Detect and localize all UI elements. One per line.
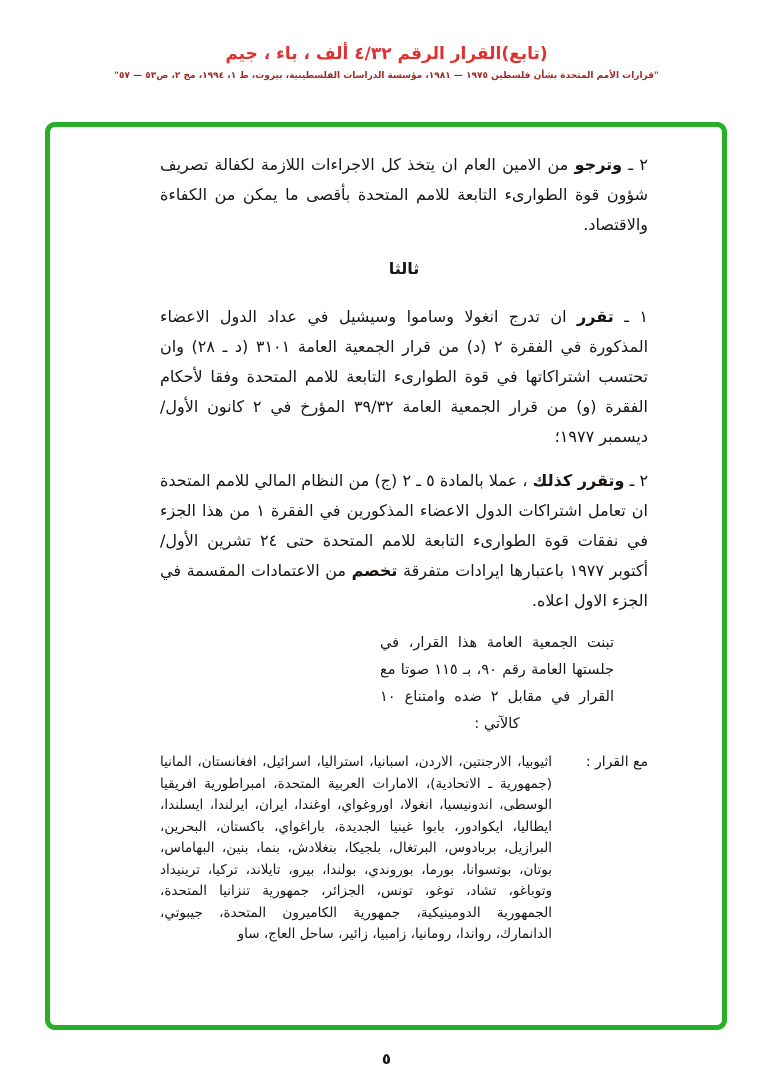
vote-in-favour-label: مع القرار :	[585, 754, 648, 770]
text-run: من الامين العام ان يتخذ كل الاجراءات اللازمة لكفالة تصريف شؤون قوة الطوارىء التابعة للامم المتحدة بأقصى ما يمكن من الكفاءة والاقتصاد.	[160, 155, 648, 234]
text-run: ١ ـ	[613, 307, 649, 326]
bold-term: وتقرر كذلك	[532, 471, 625, 490]
resolution-title: (تابع)القرار الرقم ٤/٣٢ ألف ، باء ، جيم	[225, 44, 548, 64]
source-citation: "قرارات الأمم المتحدة بشأن فلسطين ١٩٧٥ — ١٩٨١، مؤسسة الدراسات الفلسطينية، بيروت، ط ١، ١٩٩٤، مج ٢، ص٥٣ — ٥٧"	[114, 71, 659, 81]
bold-term: تخصم	[351, 561, 398, 580]
paragraph-c-2	[160, 466, 648, 616]
paragraph-operative-2	[160, 150, 648, 240]
page-header	[0, 44, 773, 81]
vote-in-favour-countries: اثيوبيا، الارجنتين، الاردن، اسبانيا، استراليا، اسرائيل، افغانستان، المانيا (جمهورية ـ الاتحادية)، الامارات العربية المتحدة، امبراطورية افريقيا الوسطى، اندونيسيا، انغولا، اوروغواي، اوغندا، ايران، ايرلندا، ايسلندا، ايطاليا، ايكوادور، بابوا غينيا الجديدة، باراغواي، باكستان، البحرين، البرازيل، بربادوس، البرتغال، بلجيكا، بنغلادش، بنما، بنين، البهاماس، بوتان، بوتسوانا، بورما، بوروندي، بولندا، بيرو، تايلاند، تركيا، ترينيداد وتوباغو، تشاد، توغو، تونس، الجزائر، جمهورية تنزانيا المتحدة، الجمهورية الدومينيكية، جمهورية الكاميرون المتحدة، جيبوتي، الدانمارك، رواندا، رومانيا، زامبيا، زائير، ساحل العاج، ساو	[160, 754, 552, 942]
text-run: ، عملا بالمادة ٥ ـ ٢ (ج) من النظام المالي للامم المتحدة ان تعامل اشتراكات الدول الاعضاء المذكورين في الفقرة ١ من هذا الجزء في نفقات قوة الطوارىء التابعة للامم المتحدة حتى ٢٤ تشرين الأول/أكتوبر ١٩٧٧ باعتبارها ايرادات متفرقة	[160, 471, 649, 580]
bold-term: تقرر	[577, 307, 614, 326]
vote-in-favour-block	[160, 752, 648, 946]
document-body	[160, 150, 648, 946]
page-number: ٥	[381, 1050, 392, 1068]
text-run: من الاعتمادات المقسمة في الجزء الاول اعلاه.	[160, 561, 648, 610]
text-run: ان تدرج انغولا وساموا وسيشيل في عداد الدول الاعضاء المذكورة في الفقرة ٢ (د) من قرار الجمعية العامة ٣١٠١ (د ـ ٢٨) وان تحتسب اشتراكاتها في قوة الطوارىء التابعة للامم المتحدة وفقا لأحكام الفقرة (و) من قرار الجمعية العامة ٣٩/٣٢ المؤرخ في ٢ كانون الأول/ديسمبر ١٩٧٧؛	[160, 307, 649, 446]
text-run: ٢ ـ	[624, 471, 649, 490]
paragraph-c-1	[160, 302, 648, 452]
bold-term: وترجو	[574, 155, 623, 174]
section-heading-third: ثالثا	[388, 259, 420, 278]
adoption-note: تبنت الجمعية العامة هذا القرار، في جلستها العامة رقم ٩٠، بـ ١١٥ صوتا مع القرار في مقابل ٢ ضده وامتناع ١٠ كالآتي :	[380, 635, 614, 732]
text-run: ٢ ـ	[622, 155, 649, 174]
